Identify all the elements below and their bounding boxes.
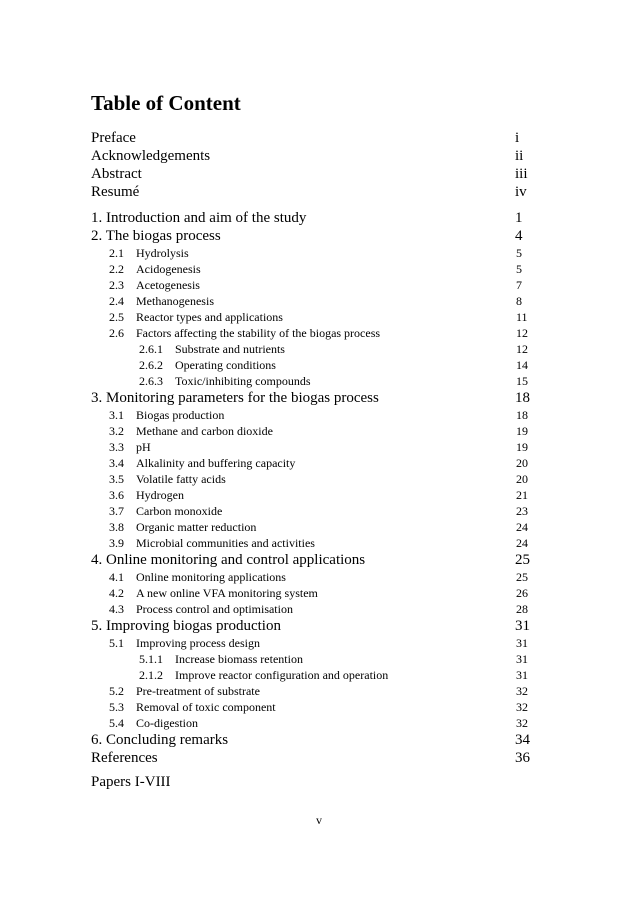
toc-chapter-page: 1 [515, 210, 523, 226]
toc-entry-page: iv [515, 184, 527, 200]
toc-entry-page: ii [515, 148, 524, 164]
toc-section-3-5[interactable] [91, 471, 529, 487]
toc-chapter-page: 36 [515, 750, 530, 766]
toc-section-title: Co-digestion [136, 716, 198, 730]
toc-section-5-2[interactable] [91, 683, 529, 699]
toc-section-number: 4.2 [109, 586, 124, 600]
toc-section-number: 2.1 [109, 246, 124, 260]
toc-section-2-2[interactable] [91, 261, 529, 277]
toc-section-title: Volatile fatty acids [136, 472, 226, 486]
toc-section-number: 4.1 [109, 570, 124, 584]
toc-section-4-2[interactable] [91, 585, 529, 601]
toc-section-page: 23 [516, 504, 528, 518]
toc-section-number: 3.2 [109, 424, 124, 438]
toc-entry-preface[interactable] [91, 129, 529, 147]
toc-subsection-page: 15 [516, 374, 528, 388]
toc-section-2-6[interactable] [91, 325, 529, 341]
toc-section-title: Microbial communities and activities [136, 536, 315, 550]
toc-section-number: 3.8 [109, 520, 124, 534]
toc-section-3-8[interactable] [91, 519, 529, 535]
toc-subsection-title: Toxic/inhibiting compounds [175, 374, 311, 388]
toc-chapter-6[interactable] [91, 731, 529, 749]
toc-chapter-page: 25 [515, 552, 530, 568]
toc-entry-title: Preface [91, 130, 136, 146]
page-number: v [316, 813, 322, 827]
toc-section-number: 5.3 [109, 700, 124, 714]
toc-section-3-3[interactable] [91, 439, 529, 455]
toc-section-4-3[interactable] [91, 601, 529, 617]
toc-section-title: Biogas production [136, 408, 225, 422]
toc-subsection-2-6-2[interactable] [91, 357, 529, 373]
toc-section-page: 8 [516, 294, 522, 308]
toc-subsection-title: Operating conditions [175, 358, 276, 372]
toc-section-number: 3.1 [109, 408, 124, 422]
toc-chapter-page: 4 [515, 228, 523, 244]
toc-section-title: pH [136, 440, 151, 454]
toc-entry-resume[interactable] [91, 183, 529, 201]
toc-section-title: Pre-treatment of substrate [136, 684, 260, 698]
toc-section-number: 5.1 [109, 636, 124, 650]
toc-section-page: 18 [516, 408, 528, 422]
toc-chapter-2[interactable] [91, 227, 529, 245]
toc-chapter-4[interactable] [91, 551, 529, 569]
toc-subsection-number: 2.6.2 [139, 358, 163, 372]
toc-chapter-title: 2. The biogas process [91, 228, 221, 244]
toc-section-number: 3.3 [109, 440, 124, 454]
toc-entry-acknowledgements[interactable] [91, 147, 529, 165]
toc-subsection-title: Increase biomass retention [175, 652, 303, 666]
toc-subsection-5-1-2[interactable] [91, 667, 529, 683]
toc-subsection-number: 2.6.1 [139, 342, 163, 356]
toc-section-page: 32 [516, 716, 528, 730]
toc-section-2-5[interactable] [91, 309, 529, 325]
toc-section-3-6[interactable] [91, 487, 529, 503]
toc-section-page: 5 [516, 262, 522, 276]
toc-subsection-2-6-1[interactable] [91, 341, 529, 357]
toc-section-number: 4.3 [109, 602, 124, 616]
toc-section-3-1[interactable] [91, 407, 529, 423]
toc-chapter-5[interactable] [91, 617, 529, 635]
toc-entry-abstract[interactable] [91, 165, 529, 183]
toc-section-number: 2.3 [109, 278, 124, 292]
toc-section-number: 3.9 [109, 536, 124, 550]
toc-section-title: Process control and optimisation [136, 602, 293, 616]
toc-chapter-page: 31 [515, 618, 530, 634]
toc-subsection-title: Substrate and nutrients [175, 342, 285, 356]
toc-references[interactable] [91, 749, 529, 767]
toc-chapter-page: 18 [515, 390, 530, 406]
toc-section-title: Methanogenesis [136, 294, 214, 308]
toc-section-number: 5.4 [109, 716, 124, 730]
toc-section-page: 11 [516, 310, 528, 324]
table-of-contents [91, 129, 529, 767]
toc-section-4-1[interactable] [91, 569, 529, 585]
toc-section-page: 32 [516, 684, 528, 698]
toc-section-2-4[interactable] [91, 293, 529, 309]
toc-section-title: Improving process design [136, 636, 260, 650]
toc-chapter-title: 1. Introduction and aim of the study [91, 210, 307, 226]
toc-section-number: 3.6 [109, 488, 124, 502]
toc-chapter-title: References [91, 750, 158, 766]
toc-section-number: 5.2 [109, 684, 124, 698]
toc-subsection-title: Improve reactor configuration and operation [175, 668, 389, 682]
toc-section-title: Alkalinity and buffering capacity [136, 456, 296, 470]
spacer [91, 201, 529, 209]
toc-section-page: 28 [516, 602, 528, 616]
toc-section-2-3[interactable] [91, 277, 529, 293]
toc-section-page: 5 [516, 246, 522, 260]
toc-section-title: Hydrolysis [136, 246, 189, 260]
toc-section-5-1[interactable] [91, 635, 529, 651]
toc-chapter-title: 4. Online monitoring and control applications [91, 552, 366, 568]
toc-section-title: Online monitoring applications [136, 570, 286, 584]
toc-chapter-title: 5. Improving biogas production [91, 618, 281, 634]
toc-section-page: 25 [516, 570, 528, 584]
toc-section-page: 24 [516, 520, 528, 534]
toc-section-page: 19 [516, 424, 528, 438]
toc-section-page: 7 [516, 278, 522, 292]
toc-chapter-title: 3. Monitoring parameters for the biogas process [91, 390, 379, 406]
toc-section-2-1[interactable] [91, 245, 529, 261]
toc-entry-title: Resumé [91, 184, 140, 200]
toc-section-page: 12 [516, 326, 528, 340]
toc-chapter-page: 34 [515, 732, 530, 748]
toc-section-number: 2.2 [109, 262, 124, 276]
toc-section-5-3[interactable] [91, 699, 529, 715]
toc-entry-title: Acknowledgements [91, 148, 211, 164]
toc-section-title: Factors affecting the stability of the biogas process [136, 326, 381, 340]
page-title: Table of Content [91, 91, 241, 115]
toc-section-page: 20 [516, 472, 528, 486]
toc-section-number: 2.4 [109, 294, 124, 308]
toc-section-title: Removal of toxic component [136, 700, 276, 714]
toc-subsection-number: 2.6.3 [139, 374, 163, 388]
toc-section-number: 3.7 [109, 504, 124, 518]
toc-section-page: 20 [516, 456, 528, 470]
toc-subsection-number: 5.1.1 [139, 652, 163, 666]
toc-section-number: 3.4 [109, 456, 124, 470]
toc-section-number: 3.5 [109, 472, 124, 486]
toc-section-title: Acetogenesis [136, 278, 200, 292]
toc-section-page: 24 [516, 536, 528, 550]
toc-subsection-page: 14 [516, 358, 528, 372]
toc-section-page: 19 [516, 440, 528, 454]
toc-section-page: 31 [516, 636, 528, 650]
toc-subsection-page: 31 [516, 668, 528, 682]
toc-section-title: Reactor types and applications [136, 310, 283, 324]
toc-entry-page: iii [515, 166, 528, 182]
toc-subsection-page: 31 [516, 652, 528, 666]
toc-chapter-1[interactable] [91, 209, 529, 227]
toc-subsection-page: 12 [516, 342, 528, 356]
toc-subsection-2-6-3[interactable] [91, 373, 529, 389]
toc-section-page: 32 [516, 700, 528, 714]
toc-section-3-2[interactable] [91, 423, 529, 439]
toc-section-number: 2.6 [109, 326, 124, 340]
toc-papers[interactable]: Papers I-VIII [91, 774, 171, 790]
toc-section-3-9[interactable] [91, 535, 529, 551]
toc-chapter-3[interactable] [91, 389, 529, 407]
toc-section-title: Acidogenesis [136, 262, 201, 276]
toc-section-5-4[interactable] [91, 715, 529, 731]
toc-section-title: Hydrogen [136, 488, 184, 502]
toc-subsection-number: 2.1.2 [139, 668, 163, 682]
toc-section-3-7[interactable] [91, 503, 529, 519]
toc-section-3-4[interactable] [91, 455, 529, 471]
toc-section-title: Methane and carbon dioxide [136, 424, 273, 438]
toc-entry-page: i [515, 130, 520, 146]
toc-chapter-title: 6. Concluding remarks [91, 732, 229, 748]
toc-section-title: Organic matter reduction [136, 520, 257, 534]
toc-section-title: A new online VFA monitoring system [136, 586, 318, 600]
toc-section-title: Carbon monoxide [136, 504, 223, 518]
toc-section-page: 21 [516, 488, 528, 502]
toc-entry-title: Abstract [91, 166, 142, 182]
toc-section-number: 2.5 [109, 310, 124, 324]
toc-subsection-5-1-1[interactable] [91, 651, 529, 667]
toc-section-page: 26 [516, 586, 528, 600]
